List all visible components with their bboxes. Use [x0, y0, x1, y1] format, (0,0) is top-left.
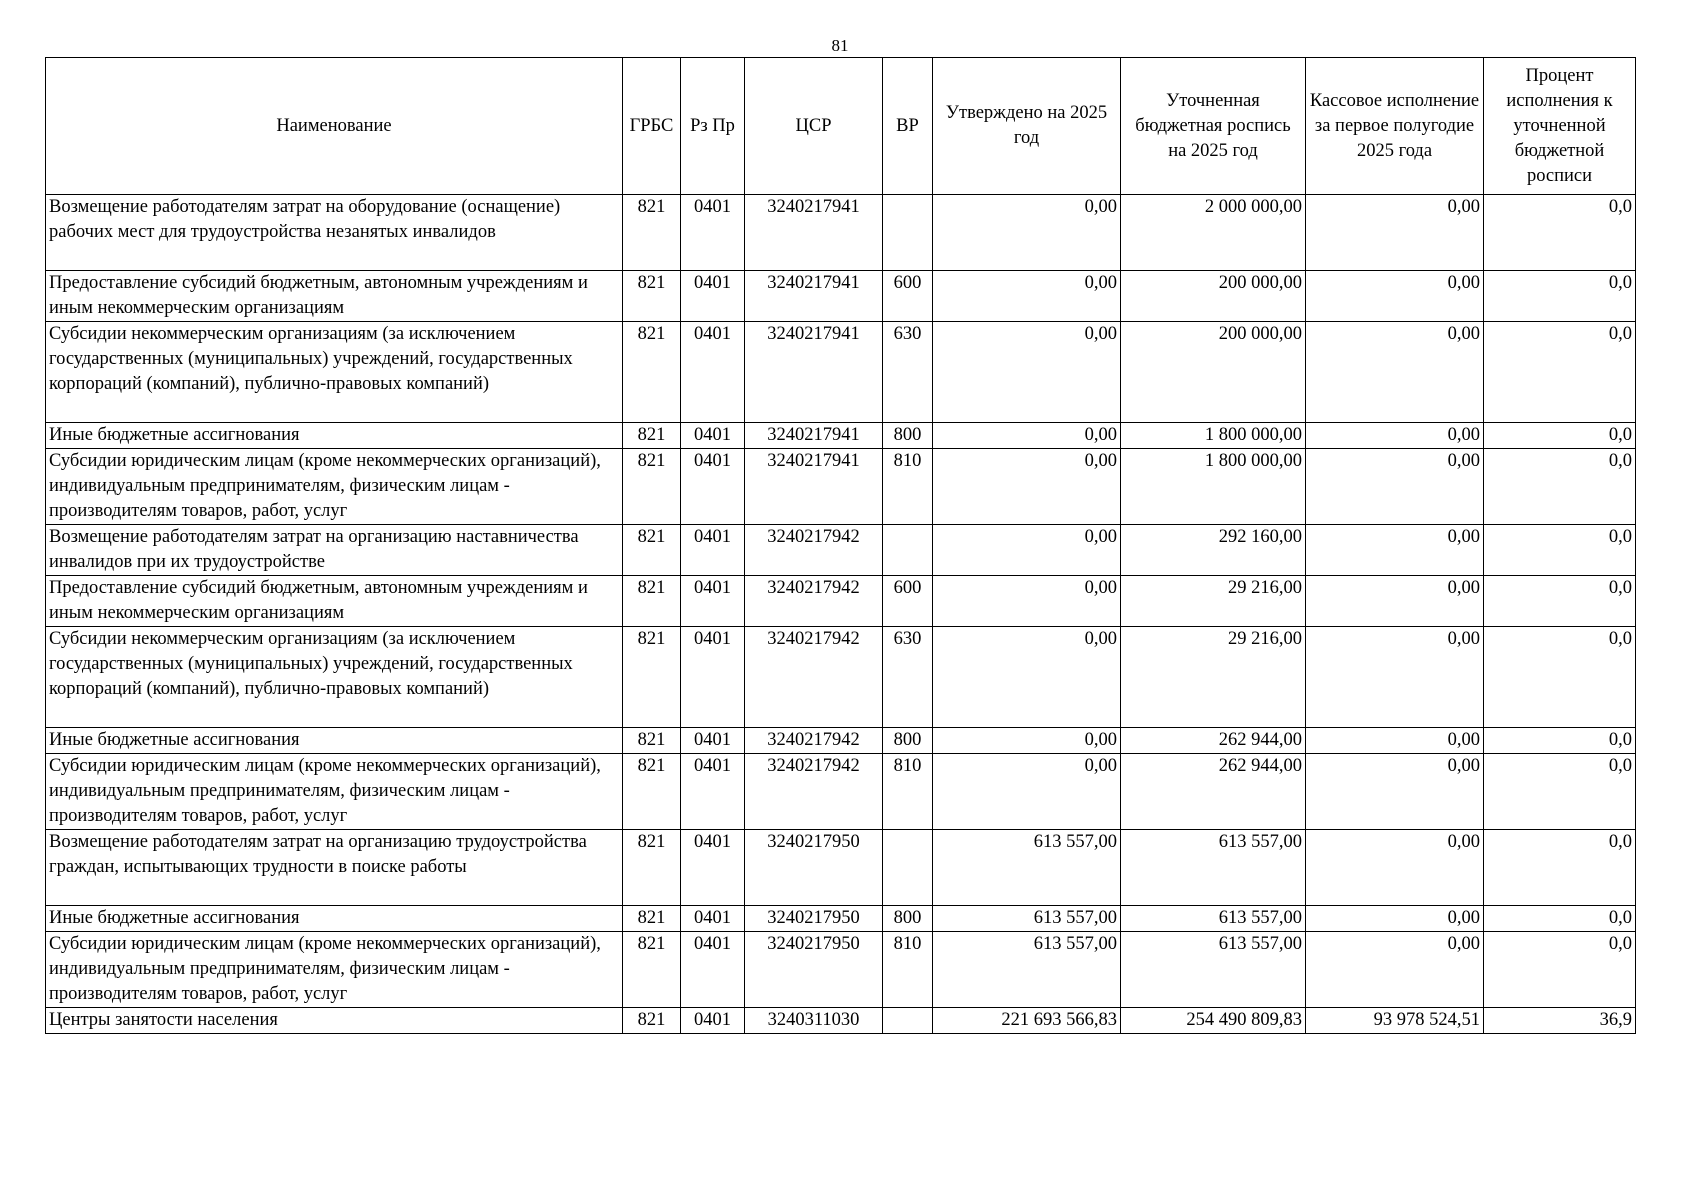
cell-grbs: 821: [623, 195, 681, 271]
cell-percent: 0,0: [1484, 906, 1636, 932]
cell-refined: 2 000 000,00: [1121, 195, 1306, 271]
cell-name: Возмещение работодателям затрат на оборудование (оснащение) рабочих мест для трудоустройства незанятых инвалидов: [46, 195, 623, 271]
cell-rzpr: 0401: [681, 195, 745, 271]
cell-name: Возмещение работодателям затрат на организацию трудоустройства граждан, испытывающих трудности в поиске работы: [46, 830, 623, 906]
table-row: [46, 195, 1636, 271]
cell-approved: 0,00: [933, 754, 1121, 830]
cell-vr: 630: [883, 627, 933, 728]
cell-vr: [883, 1008, 933, 1034]
cell-approved: 0,00: [933, 728, 1121, 754]
cell-grbs: 821: [623, 754, 681, 830]
cell-grbs: 821: [623, 271, 681, 322]
cell-rzpr: 0401: [681, 449, 745, 525]
cell-vr: 800: [883, 423, 933, 449]
cell-grbs: 821: [623, 728, 681, 754]
cell-percent: 0,0: [1484, 322, 1636, 423]
cell-rzpr: 0401: [681, 576, 745, 627]
cell-cash: 0,00: [1306, 271, 1484, 322]
table-row: [46, 1008, 1636, 1034]
cell-vr: 630: [883, 322, 933, 423]
cell-approved: 0,00: [933, 627, 1121, 728]
cell-cash: 0,00: [1306, 932, 1484, 1008]
cell-percent: 36,9: [1484, 1008, 1636, 1034]
cell-refined: 1 800 000,00: [1121, 449, 1306, 525]
cell-csr: 3240217941: [745, 271, 883, 322]
cell-csr: 3240217942: [745, 754, 883, 830]
cell-name: Иные бюджетные ассигнования: [46, 728, 623, 754]
cell-percent: 0,0: [1484, 449, 1636, 525]
cell-refined: 292 160,00: [1121, 525, 1306, 576]
cell-name: Иные бюджетные ассигнования: [46, 423, 623, 449]
cell-rzpr: 0401: [681, 830, 745, 906]
cell-approved: 0,00: [933, 271, 1121, 322]
cell-cash: 0,00: [1306, 322, 1484, 423]
cell-csr: 3240217942: [745, 525, 883, 576]
table-row: [46, 271, 1636, 322]
header-cash: Кассовое исполнение за первое полугодие 2025 года: [1306, 58, 1484, 195]
cell-percent: 0,0: [1484, 830, 1636, 906]
header-name: Наименование: [46, 58, 623, 195]
cell-csr: 3240217941: [745, 322, 883, 423]
cell-approved: 0,00: [933, 322, 1121, 423]
header-percent: Процент исполнения к уточненной бюджетной росписи: [1484, 58, 1636, 195]
cell-name: Предоставление субсидий бюджетным, автономным учреждениям и иным некоммерческим организациям: [46, 271, 623, 322]
cell-vr: 600: [883, 271, 933, 322]
cell-refined: 1 800 000,00: [1121, 423, 1306, 449]
header-rzpr: Рз Пр: [681, 58, 745, 195]
table-row: [46, 906, 1636, 932]
page-number: 81: [831, 36, 849, 55]
table-header-row: [46, 58, 1636, 195]
cell-refined: 200 000,00: [1121, 271, 1306, 322]
cell-refined: 29 216,00: [1121, 576, 1306, 627]
cell-cash: 0,00: [1306, 576, 1484, 627]
cell-vr: 600: [883, 576, 933, 627]
cell-grbs: 821: [623, 322, 681, 423]
cell-cash: 0,00: [1306, 449, 1484, 525]
cell-approved: 613 557,00: [933, 932, 1121, 1008]
cell-grbs: 821: [623, 906, 681, 932]
table-row: [46, 627, 1636, 728]
cell-cash: 0,00: [1306, 525, 1484, 576]
cell-percent: 0,0: [1484, 525, 1636, 576]
budget-execution-table: [45, 57, 1636, 1034]
cell-approved: 0,00: [933, 576, 1121, 627]
cell-cash: 0,00: [1306, 423, 1484, 449]
table-row: [46, 449, 1636, 525]
cell-approved: 613 557,00: [933, 830, 1121, 906]
cell-refined: 613 557,00: [1121, 830, 1306, 906]
table-row: [46, 830, 1636, 906]
cell-refined: 262 944,00: [1121, 728, 1306, 754]
cell-percent: 0,0: [1484, 728, 1636, 754]
cell-name: Субсидии юридическим лицам (кроме некоммерческих организаций), индивидуальным предпринимателям, физическим лицам - производителям товаров, работ, услуг: [46, 932, 623, 1008]
cell-refined: 254 490 809,83: [1121, 1008, 1306, 1034]
cell-grbs: 821: [623, 449, 681, 525]
header-grbs: ГРБС: [623, 58, 681, 195]
cell-name: Иные бюджетные ассигнования: [46, 906, 623, 932]
cell-grbs: 821: [623, 627, 681, 728]
cell-vr: 810: [883, 754, 933, 830]
cell-csr: 3240217950: [745, 830, 883, 906]
cell-csr: 3240217941: [745, 449, 883, 525]
cell-refined: 29 216,00: [1121, 627, 1306, 728]
cell-csr: 3240217942: [745, 728, 883, 754]
cell-grbs: 821: [623, 525, 681, 576]
cell-name: Субсидии юридическим лицам (кроме некоммерческих организаций), индивидуальным предпринимателям, физическим лицам - производителям товаров, работ, услуг: [46, 449, 623, 525]
table-row: [46, 576, 1636, 627]
cell-grbs: 821: [623, 1008, 681, 1034]
cell-percent: 0,0: [1484, 423, 1636, 449]
cell-refined: 613 557,00: [1121, 932, 1306, 1008]
cell-csr: 3240217941: [745, 423, 883, 449]
cell-cash: 93 978 524,51: [1306, 1008, 1484, 1034]
cell-vr: 800: [883, 906, 933, 932]
cell-refined: 613 557,00: [1121, 906, 1306, 932]
cell-refined: 262 944,00: [1121, 754, 1306, 830]
cell-rzpr: 0401: [681, 271, 745, 322]
cell-cash: 0,00: [1306, 830, 1484, 906]
table-row: [46, 728, 1636, 754]
cell-vr: 800: [883, 728, 933, 754]
cell-approved: 0,00: [933, 449, 1121, 525]
cell-rzpr: 0401: [681, 423, 745, 449]
cell-cash: 0,00: [1306, 627, 1484, 728]
cell-rzpr: 0401: [681, 1008, 745, 1034]
cell-name: Предоставление субсидий бюджетным, автономным учреждениям и иным некоммерческим организациям: [46, 576, 623, 627]
cell-grbs: 821: [623, 576, 681, 627]
header-refined: Уточненная бюджетная роспись на 2025 год: [1121, 58, 1306, 195]
table-row: [46, 932, 1636, 1008]
cell-name: Возмещение работодателям затрат на организацию наставничества инвалидов при их трудоустройстве: [46, 525, 623, 576]
cell-csr: 3240217950: [745, 932, 883, 1008]
cell-cash: 0,00: [1306, 906, 1484, 932]
cell-cash: 0,00: [1306, 195, 1484, 271]
cell-name: Центры занятости населения: [46, 1008, 623, 1034]
cell-grbs: 821: [623, 830, 681, 906]
cell-grbs: 821: [623, 423, 681, 449]
cell-percent: 0,0: [1484, 271, 1636, 322]
cell-grbs: 821: [623, 932, 681, 1008]
cell-rzpr: 0401: [681, 322, 745, 423]
cell-vr: [883, 830, 933, 906]
cell-csr: 3240217942: [745, 627, 883, 728]
cell-vr: [883, 195, 933, 271]
table-row: [46, 754, 1636, 830]
table-row: [46, 423, 1636, 449]
cell-percent: 0,0: [1484, 576, 1636, 627]
cell-percent: 0,0: [1484, 627, 1636, 728]
cell-vr: 810: [883, 932, 933, 1008]
cell-vr: 810: [883, 449, 933, 525]
cell-cash: 0,00: [1306, 728, 1484, 754]
cell-csr: 3240217950: [745, 906, 883, 932]
table-row: [46, 525, 1636, 576]
cell-approved: 0,00: [933, 525, 1121, 576]
cell-rzpr: 0401: [681, 906, 745, 932]
cell-name: Субсидии некоммерческим организациям (за исключением государственных (муниципальных) учреждений, государственных корпораций (компаний), публично-правовых компаний): [46, 322, 623, 423]
cell-csr: 3240217941: [745, 195, 883, 271]
cell-csr: 3240311030: [745, 1008, 883, 1034]
table-row: [46, 322, 1636, 423]
cell-rzpr: 0401: [681, 932, 745, 1008]
cell-refined: 200 000,00: [1121, 322, 1306, 423]
header-vr: ВР: [883, 58, 933, 195]
cell-percent: 0,0: [1484, 932, 1636, 1008]
cell-rzpr: 0401: [681, 627, 745, 728]
cell-approved: 0,00: [933, 195, 1121, 271]
cell-percent: 0,0: [1484, 754, 1636, 830]
cell-approved: 221 693 566,83: [933, 1008, 1121, 1034]
cell-approved: 613 557,00: [933, 906, 1121, 932]
cell-name: Субсидии юридическим лицам (кроме некоммерческих организаций), индивидуальным предпринимателям, физическим лицам - производителям товаров, работ, услуг: [46, 754, 623, 830]
cell-csr: 3240217942: [745, 576, 883, 627]
cell-approved: 0,00: [933, 423, 1121, 449]
cell-rzpr: 0401: [681, 728, 745, 754]
cell-name: Субсидии некоммерческим организациям (за исключением государственных (муниципальных) учреждений, государственных корпораций (компаний), публично-правовых компаний): [46, 627, 623, 728]
cell-rzpr: 0401: [681, 525, 745, 576]
cell-rzpr: 0401: [681, 754, 745, 830]
header-approved: Утверждено на 2025 год: [933, 58, 1121, 195]
cell-vr: [883, 525, 933, 576]
header-csr: ЦСР: [745, 58, 883, 195]
cell-cash: 0,00: [1306, 754, 1484, 830]
cell-percent: 0,0: [1484, 195, 1636, 271]
